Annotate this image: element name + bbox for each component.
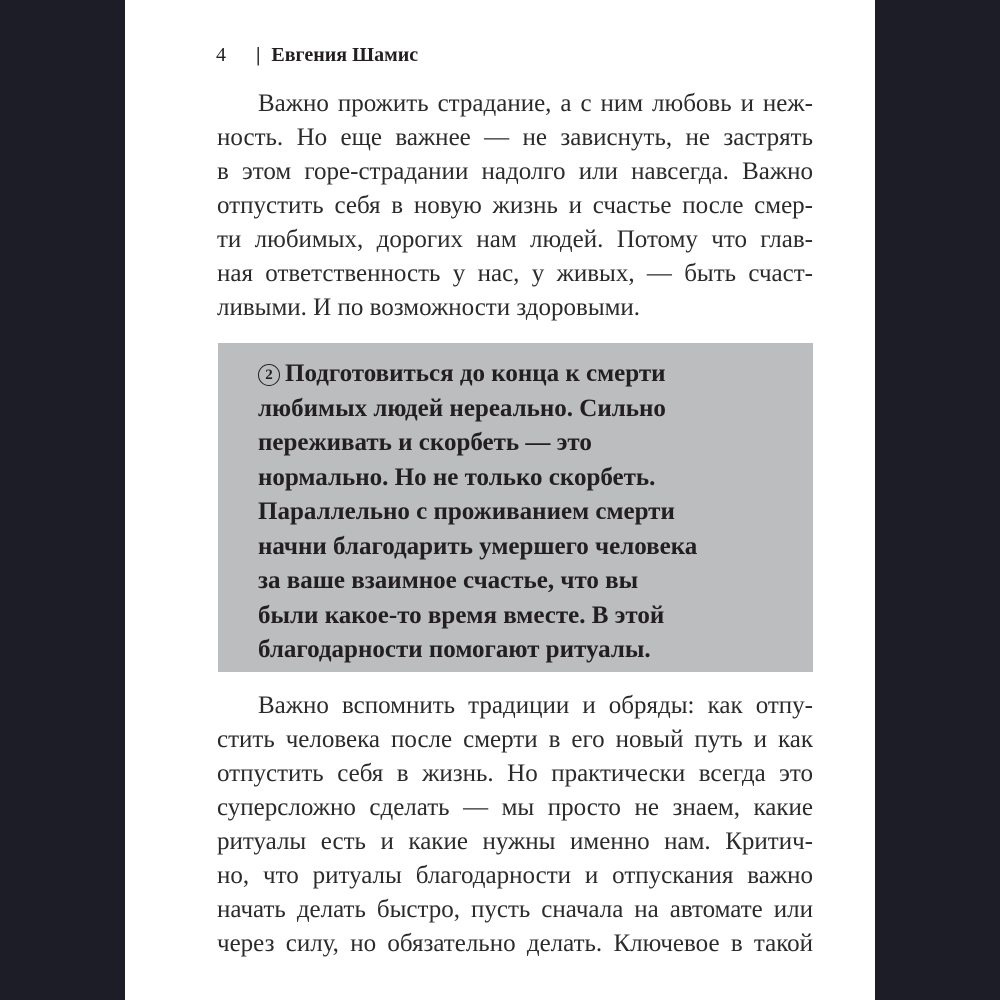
- text-line: Важно прожить страдание, а с ним любовь и неж-: [258, 90, 813, 117]
- callout-line-text: Подготовиться до конца к смерти: [285, 360, 666, 387]
- callout-line: переживать и скорбеть — это: [258, 429, 592, 456]
- text-line: в этом горе-страдании надолго или навсегда. Важно: [217, 158, 813, 185]
- text-line: отпустить себя в жизнь. Но практически всегда это: [217, 760, 813, 787]
- text-line: ливыми. И по возможности здоровыми.: [217, 294, 641, 321]
- paragraph-rituals: [217, 689, 813, 961]
- text-line: ритуалы есть и какие нужны именно нам. Критич-: [217, 828, 813, 855]
- circled-number-badge: 2: [258, 364, 280, 386]
- callout-line: нормально. Но не только скорбеть.: [258, 463, 656, 491]
- highlight-callout-box: [218, 343, 813, 672]
- header-separator: |: [256, 44, 261, 66]
- text-line: суперсложно сделать — мы просто не знаем, какие: [217, 794, 813, 821]
- callout-line: за ваше взаимное счастье, что вы: [258, 567, 639, 594]
- text-line: ная ответственность у нас, у живых, — быть счаст-: [217, 260, 813, 287]
- text-line: через силу, но обязательно делать. Ключевое в такой: [217, 930, 813, 957]
- text-line: Важно вспомнить традиции и обряды: как отпу-: [258, 692, 813, 719]
- running-header: [216, 44, 418, 67]
- book-page: [125, 0, 875, 1000]
- text-line: отпустить себя в новую жизнь и счастье после смер-: [217, 192, 813, 219]
- author-name: Евгения Шамис: [271, 44, 419, 66]
- text-line: начать делать быстро, пусть сначала на автомате или: [217, 896, 813, 923]
- page-number: 4: [216, 44, 226, 66]
- text-line: ность. Но еще важнее — не зависнуть, не застрять: [217, 124, 813, 151]
- callout-line: благодарности помогают ритуалы.: [258, 636, 651, 663]
- callout-line: Параллельно с проживанием смерти: [258, 498, 675, 525]
- callout-text: [258, 357, 697, 668]
- callout-line: начни благодарить умершего человека: [258, 532, 698, 560]
- paragraph-intro: [217, 87, 813, 325]
- text-line: но, что ритуалы благодарности и отпускания важно: [217, 862, 813, 889]
- text-line: ти любимых, дорогих нам людей. Потому что глав-: [217, 226, 813, 253]
- callout-line: любимых людей нереально. Сильно: [258, 394, 666, 422]
- callout-line: [258, 357, 697, 392]
- callout-line: были какое-то время вместе. В этой: [258, 601, 665, 629]
- text-line: стить человека после смерти в его новый путь и как: [217, 726, 813, 753]
